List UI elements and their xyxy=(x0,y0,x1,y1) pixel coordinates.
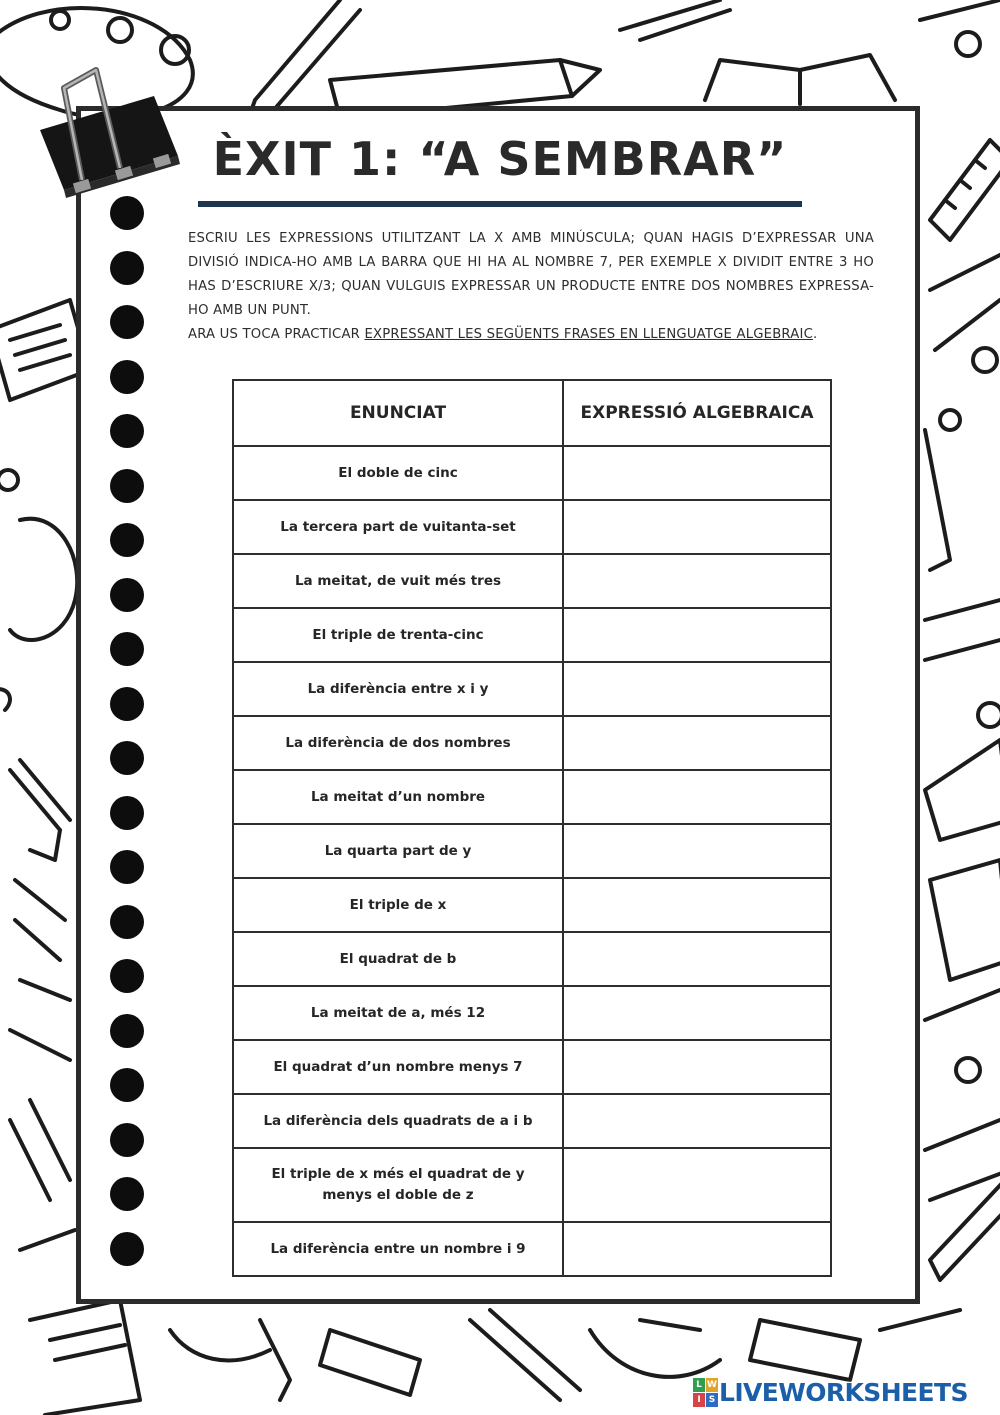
hole-icon xyxy=(110,687,144,721)
answer-input[interactable] xyxy=(563,878,831,932)
answer-input[interactable] xyxy=(563,446,831,500)
hole-icon xyxy=(110,469,144,503)
hole-icon xyxy=(110,850,144,884)
watermark-text: LIVEWORKSHEETS xyxy=(719,1377,968,1407)
answer-input[interactable] xyxy=(563,716,831,770)
hole-icon xyxy=(110,578,144,612)
table-row xyxy=(233,716,831,770)
table-row xyxy=(233,554,831,608)
table-row xyxy=(233,662,831,716)
answer-input[interactable] xyxy=(563,554,831,608)
binder-clip-icon xyxy=(34,58,184,208)
instructions-underlined: EXPRESSANT LES SEGÜENTS FRASES EN LLENGUATGE ALGEBRAIC xyxy=(364,327,813,342)
notebook-holes xyxy=(110,196,146,1276)
hole-icon xyxy=(110,523,144,557)
answer-input[interactable] xyxy=(563,1094,831,1148)
title-underline xyxy=(198,201,802,207)
hole-icon xyxy=(110,632,144,666)
liveworksheets-logo-icon xyxy=(693,1378,717,1406)
table-row xyxy=(233,1094,831,1148)
table-row xyxy=(233,1040,831,1094)
instructions-prefix: ARA US TOCA PRACTICAR xyxy=(188,327,365,342)
hole-icon xyxy=(110,360,144,394)
table-row xyxy=(233,824,831,878)
table-row xyxy=(233,608,831,662)
hole-icon xyxy=(110,251,144,285)
statement-cell: El triple de x xyxy=(233,878,563,932)
statement-cell: La quarta part de y xyxy=(233,824,563,878)
instructions-suffix: . xyxy=(812,327,818,342)
statement-cell: La diferència entre x i y xyxy=(233,662,563,716)
hole-icon xyxy=(110,959,144,993)
statement-cell: El quadrat de b xyxy=(233,932,563,986)
statement-cell: El quadrat d’un nombre menys 7 xyxy=(233,1040,563,1094)
logo-letter: W xyxy=(707,1380,717,1390)
answer-input[interactable] xyxy=(563,932,831,986)
answer-input[interactable] xyxy=(563,824,831,878)
statement-cell: El triple de trenta-cinc xyxy=(233,608,563,662)
table-row xyxy=(233,986,831,1040)
statement-cell: El doble de cinc xyxy=(233,446,563,500)
statement-cell: El triple de x més el quadrat de y menys el doble de z xyxy=(233,1148,563,1222)
instructions xyxy=(188,227,874,347)
instructions-paragraph-2 xyxy=(188,323,874,347)
instructions-paragraph-1: ESCRIU LES EXPRESSIONS UTILITZANT LA X AMB MINÚSCULA; QUAN HAGIS D’EXPRESSAR UNA DIVISIÓ INDICA-HO AMB LA BARRA QUE HI HA AL NOMBRE 7, PER EXEMPLE X DIVIDIT ENTRE 3 HO HAS D’ESCRIURE X/3; QUAN VULGUIS EXPRESSAR UN PRODUCTE ENTRE DOS NOMBRES EXPRESSA-HO AMB UN PUNT. xyxy=(188,231,874,318)
answer-input[interactable] xyxy=(563,1148,831,1222)
hole-icon xyxy=(110,1014,144,1048)
statement-cell: La tercera part de vuitanta-set xyxy=(233,500,563,554)
logo-letter: I xyxy=(693,1393,705,1407)
table-row xyxy=(233,770,831,824)
liveworksheets-watermark xyxy=(693,1376,993,1408)
hole-icon xyxy=(110,905,144,939)
page-title: ÈXIT 1: “A SEMBRAR” xyxy=(212,132,788,186)
answer-input[interactable] xyxy=(563,986,831,1040)
table-header-row xyxy=(233,380,831,446)
table-row xyxy=(233,1148,831,1222)
exercise-table xyxy=(232,379,832,1277)
hole-icon xyxy=(110,1123,144,1157)
hole-icon xyxy=(110,741,144,775)
answer-input[interactable] xyxy=(563,770,831,824)
statement-cell: La meitat, de vuit més tres xyxy=(233,554,563,608)
statement-cell: La diferència de dos nombres xyxy=(233,716,563,770)
statement-cell: La diferència entre un nombre i 9 xyxy=(233,1222,563,1276)
table-row xyxy=(233,446,831,500)
hole-icon xyxy=(110,1068,144,1102)
hole-icon xyxy=(110,305,144,339)
table-row xyxy=(233,1222,831,1276)
hole-icon xyxy=(110,1177,144,1211)
logo-letter: L xyxy=(693,1378,705,1392)
header-algebraic-expression: EXPRESSIÓ ALGEBRAICA xyxy=(563,380,831,446)
answer-input[interactable] xyxy=(563,1040,831,1094)
logo-letter: S xyxy=(706,1393,718,1407)
table-row xyxy=(233,500,831,554)
answer-input[interactable] xyxy=(563,500,831,554)
statement-cell: La meitat d’un nombre xyxy=(233,770,563,824)
table-row xyxy=(233,932,831,986)
answer-input[interactable] xyxy=(563,1222,831,1276)
hole-icon xyxy=(110,1232,144,1266)
hole-icon xyxy=(110,414,144,448)
answer-input[interactable] xyxy=(563,608,831,662)
statement-cell: La meitat de a, més 12 xyxy=(233,986,563,1040)
statement-cell: La diferència dels quadrats de a i b xyxy=(233,1094,563,1148)
answer-input[interactable] xyxy=(563,662,831,716)
hole-icon xyxy=(110,796,144,830)
table-row xyxy=(233,878,831,932)
header-statement: ENUNCIAT xyxy=(233,380,563,446)
